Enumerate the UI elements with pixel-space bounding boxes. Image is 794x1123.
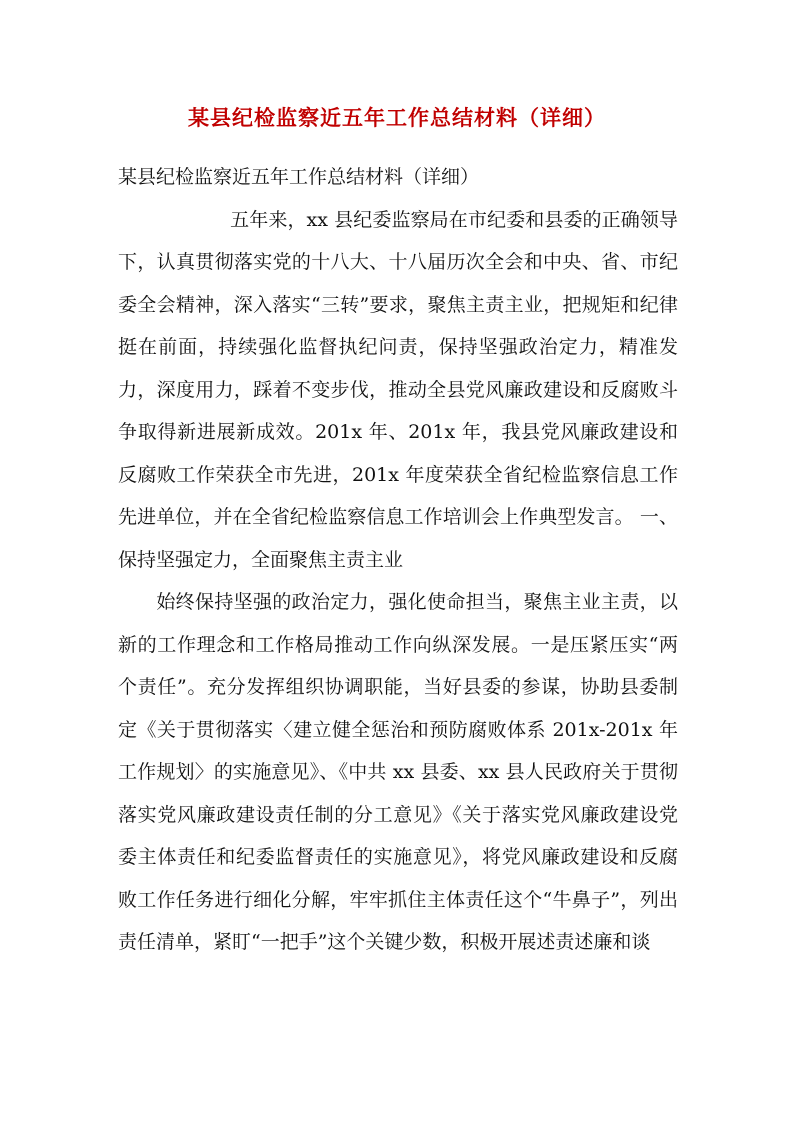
paragraph-intro-text: 五年来，xx 县纪委监察局在市纪委和县委的正确领导下，认真贯彻落实党的十八大、十八届历次全会和中央、省、市纪委全会精神，深入落实“三转”要求，聚焦主责主业，把规矩和纪律挺在前面，持续强化监督执纪问责，保持坚强政治定力，精准发力，深度用力，踩着不变步伐，推动全县党风廉政建设和反腐败斗争取得新进展新成效。201x 年、201x 年，我县党风廉政建设和反腐败工作荣获全市先进，201x 年度荣获全省纪检监察信息工作先进单位，并在全省纪检监察信息工作培训会上作典型发言。 一、保持坚强定力，全面聚焦主责主业 [118, 208, 678, 571]
paragraph-section-one-text: 始终保持坚强的政治定力，强化使命担当，聚焦主业主责，以新的工作理念和工作格局推动工作向纵深发展。一是压紧压实“两个责任”。充分发挥组织协调职能，当好县委的参谋，协助县委制定《关于贯彻落实〈建立健全惩治和预防腐败体系 201x-201x 年工作规划〉的实施意见》、《中共 xx 县委、xx 县人民政府关于贯彻落实党风廉政建设责任制的分工意见》《关于落实党风廉政建设党委主体责任和纪委监督责任的实施意见》，将党风廉政建设和反腐败工作任务进行细化分解，牢牢抓住主体责任这个“牛鼻子”，列出责任清单，紧盯“一把手”这个关键少数，积极开展述责述廉和谈 [118, 591, 678, 953]
paragraph-intro [118, 199, 678, 582]
document-body [118, 156, 678, 964]
document-title: 某县纪检监察近五年工作总结材料（详细） [188, 105, 606, 130]
document-subtitle: 某县纪检监察近五年工作总结材料（详细） [118, 166, 480, 188]
paragraph-section-one [118, 581, 678, 964]
